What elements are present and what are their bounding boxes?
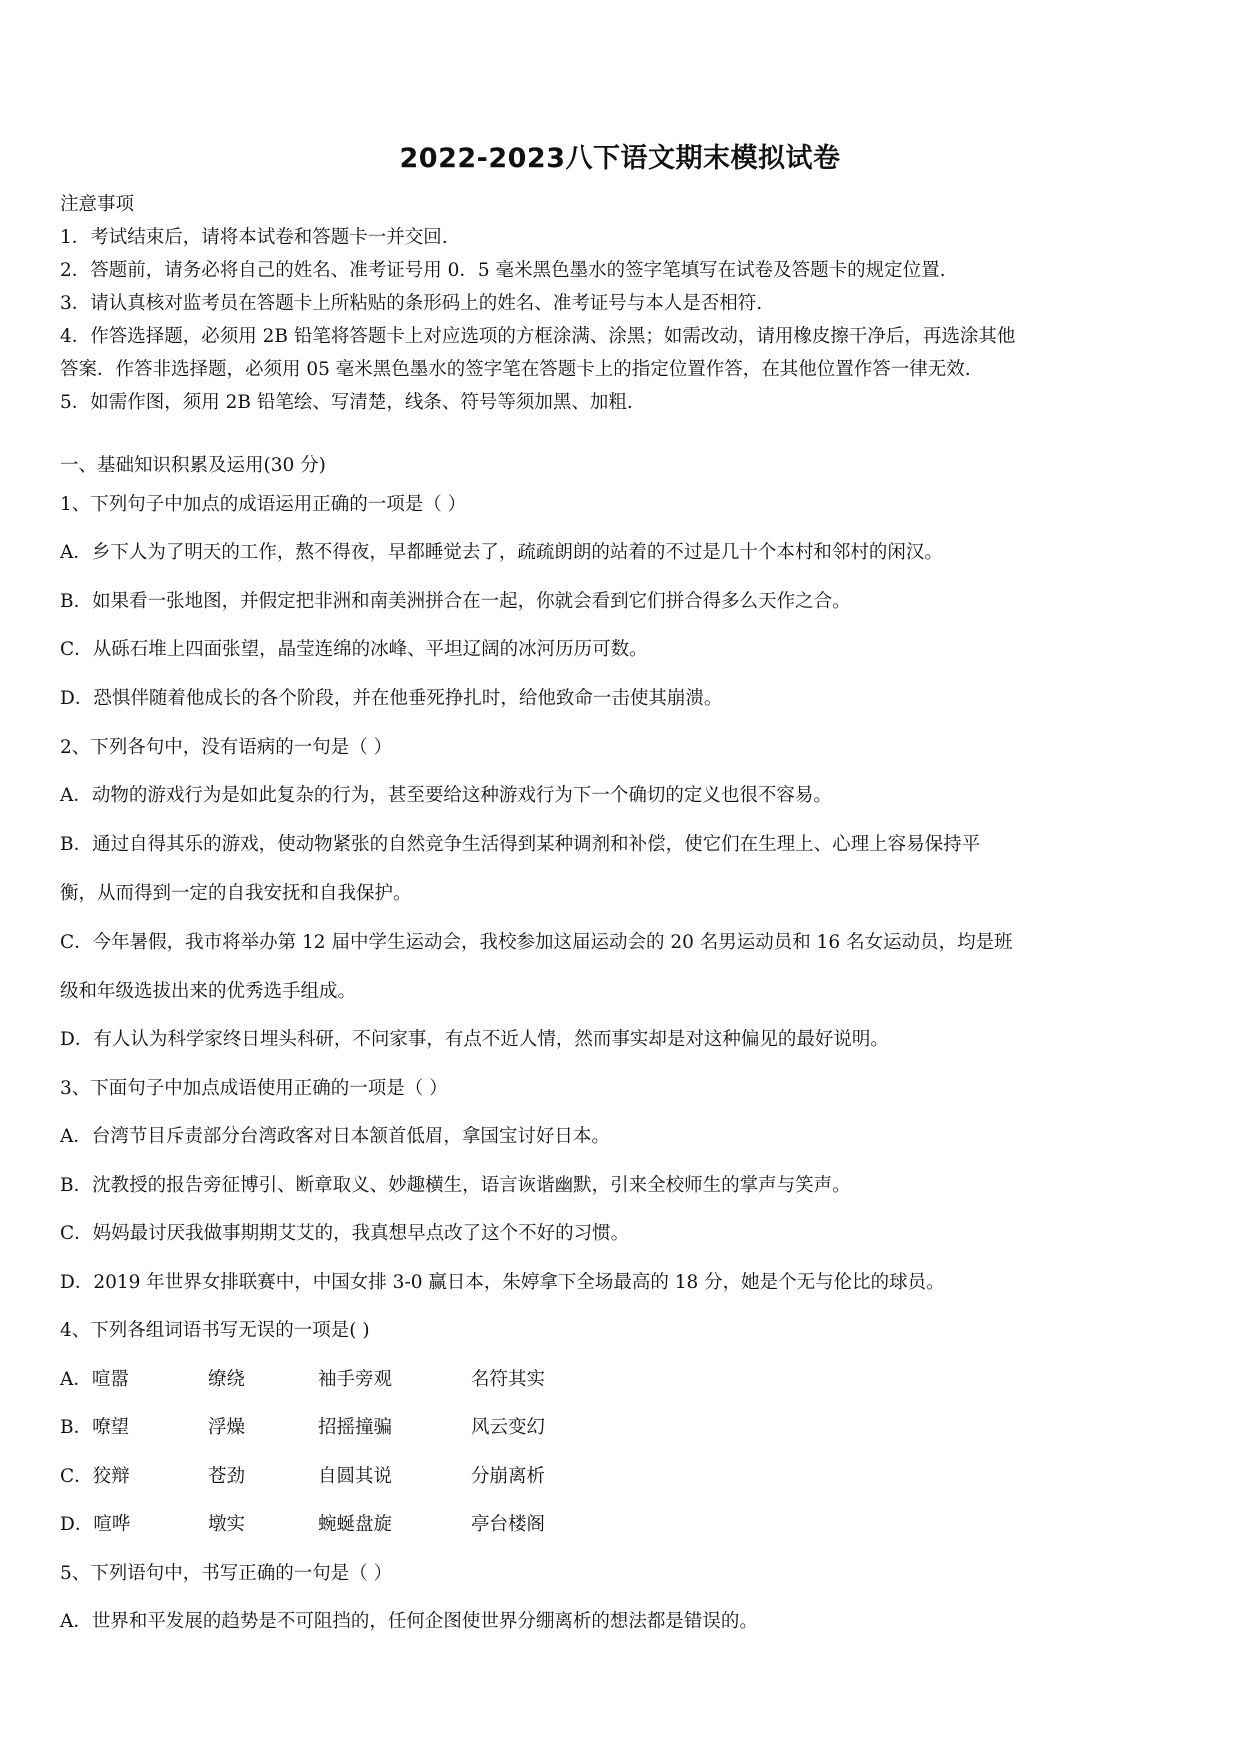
question-stem: 3、下面句子中加点成语使用正确的一项是（ ） — [60, 1078, 448, 1099]
word-cell: C．狡辩 — [60, 1466, 130, 1487]
notice-item: 4．作答选择题，必须用 2B 铅笔将答题卡上对应选项的方框涂满、涂黑；如需改动，请用橡皮擦干净后，再选涂其他 — [60, 326, 1016, 347]
option-b: B．如果看一张地图，并假定把非洲和南美洲拼合在一起，你就会看到它们拼合得多么天作之合。 — [60, 591, 851, 612]
notice-item: 答案．作答非选择题，必须用 05 毫米黑色墨水的签字笔在答题卡上的指定位置作答，在其他位置作答一律无效. — [60, 359, 971, 380]
option-a: A．台湾节目斥责部分台湾政客对日本颔首低眉，拿国宝讨好日本。 — [60, 1126, 610, 1147]
word-cell: A．喧嚣 — [60, 1369, 129, 1390]
question-stem: 5、下列语句中，书写正确的一句是（ ） — [60, 1563, 393, 1584]
question-stem: 4、下列各组词语书写无误的一项是( ) — [60, 1320, 370, 1341]
option-d: D．2019 年世界女排联赛中，中国女排 3-0 赢日本，朱婷拿下全场最高的 18 分，她是个无与伦比的球员。 — [60, 1272, 945, 1293]
option-a: A．乡下人为了明天的工作，熬不得夜，早都睡觉去了，疏疏朗朗的站着的不过是几十个本村和邻村的闲汉。 — [60, 542, 943, 563]
notice-heading: 注意事项 — [60, 194, 135, 215]
notice-item: 3．请认真核对监考员在答题卡上所粘贴的条形码上的姓名、准考证号与本人是否相符. — [60, 293, 763, 314]
word-cell: 袖手旁观 — [318, 1369, 393, 1390]
option-c-continued: 级和年级选拔出来的优秀选手组成。 — [60, 981, 357, 1002]
word-cell: D．喧哗 — [60, 1514, 131, 1535]
word-cell: 风云变幻 — [471, 1417, 546, 1438]
exam-title: 2022-2023八下语文期末模拟试卷 — [399, 143, 841, 174]
section-heading: 一、基础知识积累及运用(30 分) — [60, 455, 326, 476]
option-d: D．有人认为科学家终日埋头科研，不问家事，有点不近人情，然而事实却是对这种偏见的最好说明。 — [60, 1029, 889, 1050]
option-d: D．恐惧伴随着他成长的各个阶段，并在他垂死挣扎时，给他致命一击使其崩溃。 — [60, 688, 723, 709]
question-stem: 1、下列句子中加点的成语运用正确的一项是（ ） — [60, 494, 467, 515]
word-cell: 自圆其说 — [318, 1466, 393, 1487]
option-a: A．动物的游戏行为是如此复杂的行为，甚至要给这种游戏行为下一个确切的定义也很不容易。 — [60, 785, 832, 806]
notice-item: 2．答题前，请务必将自己的姓名、准考证号用 0．5 毫米黑色墨水的签字笔填写在试卷及答题卡的规定位置. — [60, 260, 946, 281]
word-cell: 墩实 — [208, 1514, 246, 1535]
notice-item: 1．考试结束后，请将本试卷和答题卡一并交回. — [60, 227, 448, 248]
word-cell: 苍劲 — [208, 1466, 246, 1487]
word-cell: 浮燥 — [208, 1417, 246, 1438]
option-c: C．妈妈最讨厌我做事期期艾艾的，我真想早点改了这个不好的习惯。 — [60, 1223, 630, 1244]
word-cell: B．嘹望 — [60, 1417, 130, 1438]
option-c: C．从砾石堆上四面张望，晶莹连绵的冰峰、平坦辽阔的冰河历历可数。 — [60, 639, 648, 660]
notice-item: 5．如需作图，须用 2B 铅笔绘、写清楚，线条、符号等须加黑、加粗. — [60, 392, 633, 413]
option-c: C．今年暑假，我市将举办第 12 届中学生运动会，我校参加这届运动会的 20 名男运动员和 16 名女运动员，均是班 — [60, 932, 1013, 953]
option-b: B．沈教授的报告旁征博引、断章取义、妙趣横生，语言诙谐幽默，引来全校师生的掌声与笑声。 — [60, 1175, 851, 1196]
option-b-continued: 衡，从而得到一定的自我安抚和自我保护。 — [60, 883, 412, 904]
word-cell: 招摇撞骗 — [318, 1417, 393, 1438]
word-cell: 蜿蜒盘旋 — [318, 1514, 393, 1535]
question-stem: 2、下列各句中，没有语病的一句是（ ） — [60, 737, 393, 758]
option-a: A．世界和平发展的趋势是不可阻挡的，任何企图使世界分绷离析的想法都是错误的。 — [60, 1611, 758, 1632]
word-cell: 缭绕 — [208, 1369, 246, 1390]
option-b: B．通过自得其乐的游戏，使动物紧张的自然竞争生活得到某种调剂和补偿，使它们在生理上、心理上容易保持平 — [60, 834, 981, 855]
word-cell: 亭台楼阁 — [471, 1514, 546, 1535]
word-cell: 名符其实 — [471, 1369, 546, 1390]
word-cell: 分崩离析 — [471, 1466, 546, 1487]
